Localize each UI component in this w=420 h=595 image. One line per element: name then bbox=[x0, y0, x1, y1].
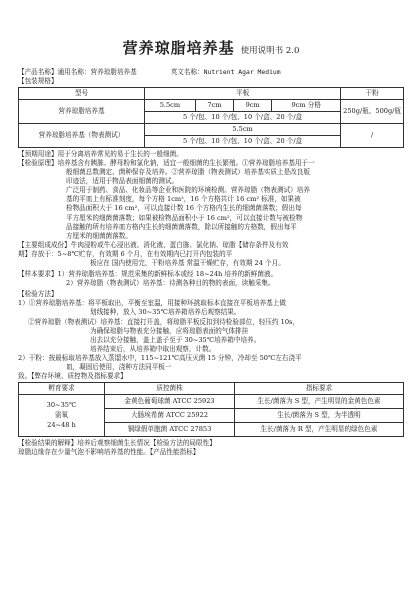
method-line-8: 皿，凝固后使用，浇种方法同平板一 bbox=[66, 363, 172, 372]
principle-line-8: 品接触的所有培养皿方格内生长的细菌菌落数，除以所接触的方格数，假出每平 bbox=[66, 222, 297, 231]
row1-size-1: 5.5cm bbox=[145, 99, 196, 111]
qc-strain-2: 大肠埃希菌 ATCC 25922 bbox=[105, 409, 235, 423]
pack-spec-table bbox=[18, 87, 404, 148]
footer-line-1: 【检验结果的解释】培养后观察细菌生长情况【检验方法的局限性】 bbox=[18, 439, 216, 448]
storage-section bbox=[18, 250, 404, 268]
qc-cond-time: 24~48 h bbox=[47, 420, 76, 429]
product-label: 【产品名称】 bbox=[18, 67, 58, 76]
storage-line-2: 板应在 国内使用完，干粉培养基 常温干燥贮存，有效期 24 个月。 bbox=[90, 259, 285, 267]
qc-result-3: 生长/菌落为 R 型，产生明显的绿色色素 bbox=[235, 423, 404, 437]
row1-name: 营养琼脂培养基 bbox=[19, 99, 145, 123]
method-line-4: 为确保琼脂与物表充分接触，应将琼脂表面的气体排挂 bbox=[90, 326, 249, 335]
principle-section bbox=[18, 159, 404, 241]
method-line-3: ②营养琼脂（物表测试）培养基：直接打开盖，将琼脂平板反扣到待检验部位，轻压约 10s， bbox=[28, 317, 300, 326]
header-dry: 干粉 bbox=[341, 87, 404, 99]
principle-line-7: 平方厘米的细菌菌落数；如果被检物品面积小于 16 cm²，可以直接计数与被检物 bbox=[66, 213, 303, 222]
method-line-2: 划线接种，放入 30~35℃培养箱培养后观察结果。 bbox=[90, 308, 241, 317]
specimen-section bbox=[18, 270, 404, 288]
row2-size-1: 5.5cm bbox=[145, 123, 341, 135]
qc-table bbox=[18, 382, 404, 437]
qc-result-2: 生长/菌落为 S 型，为半透明 bbox=[235, 409, 404, 423]
row1-size-2: 7cm bbox=[195, 99, 233, 111]
composition-label: 【主要组成成份】 bbox=[18, 240, 71, 249]
principle-line-9: 方厘米的细菌菌落数。 bbox=[66, 231, 132, 240]
method-line-1: 1）①营养琼脂培养基：将平板取出，平衡至室温，用接种环挑取标本直接在平板培养基上做 bbox=[18, 299, 286, 308]
english-name: Nutrient Agar Medium bbox=[203, 67, 281, 76]
qc-result-1: 生长/菌落为 S 型，产生明显的金黄色色素 bbox=[235, 395, 404, 409]
common-name-label: 通用名称： bbox=[57, 67, 91, 76]
footer-line-2: 琼脂边缘存在少量气泡不影响培养基的性能。【产品性能指标】 bbox=[18, 448, 200, 457]
specimen-line-2: 2）营养琼脂（物表测试）培养基：待测各种目的物的表面，读触采集。 bbox=[66, 279, 275, 288]
pack-heading: 【包装规格】 bbox=[18, 76, 58, 85]
document-title bbox=[18, 38, 404, 59]
qc-strain-3: 铜绿假单胞菌 ATCC 27853 bbox=[105, 423, 235, 437]
principle-label: 【检验原理】 bbox=[18, 158, 58, 167]
product-name-line bbox=[18, 68, 404, 77]
storage-line-1: 存放于：5~8℃贮存，有效期 6 个月，在有效期内已打开内包装的平 bbox=[31, 249, 233, 258]
footer-section bbox=[18, 439, 404, 457]
principle-line-5: 基的平皿上有标准刻度，每个方格 1cm²，16 个方格共计 16 cm² 标准，如果被 bbox=[66, 195, 301, 204]
usage-text: 用于分离培养常见的易于生长的一般细菌。 bbox=[57, 149, 183, 158]
principle-line-2: 般细菌总数测定、菌种保存及培养。②营养琼脂（物表测试）培养基实质上是改良版 bbox=[66, 168, 310, 177]
method-label: 【检验方法】 bbox=[18, 290, 58, 299]
method-line-9: 致。【弊存环境、质控物及指标要求】 bbox=[18, 372, 127, 381]
principle-line-1: 培养基含有胰胨、酵母粉和氯化钠，适宜一般细菌的生长繁殖。①营养琼脂培养基用于一 bbox=[57, 158, 315, 167]
qc-header-strain: 质控菌株 bbox=[105, 383, 235, 395]
row1-dry: 250g/瓶、500g/瓶 bbox=[341, 99, 404, 123]
principle-line-3: 印迹法，适用于物品表面细菌的测试。 bbox=[66, 177, 179, 186]
method-line-7: 2）干粉：按最标取培养基放入蒸馏水中，115~121℃高压灭菌 15 分钟，冷却至 50℃左右浇平 bbox=[18, 353, 302, 362]
storage-label: 期】 bbox=[18, 249, 32, 258]
composition-line bbox=[18, 241, 404, 250]
title-main: 营养琼脂培养基 bbox=[122, 39, 235, 57]
method-line-6: 培养结束后，从培养箱中取出观察，计数。 bbox=[90, 344, 216, 353]
qc-cond-air: 需氧 bbox=[54, 410, 69, 419]
row1-quantity: 5 个/包、10 个/包、10 个/盒、20 个/盒 bbox=[145, 111, 341, 123]
specimen-label: 【样本要求】 bbox=[18, 270, 58, 279]
row2-dry: / bbox=[341, 123, 404, 147]
header-type: 型号 bbox=[19, 87, 145, 99]
row2-quantity: 5 个/包、10 个/包、10 个/盒、20 个/盒 bbox=[145, 135, 341, 147]
common-name: 营养琼脂培养基 bbox=[90, 67, 137, 76]
english-name-label: 英文名称： bbox=[170, 67, 204, 76]
row1-size-3: 9cm bbox=[234, 99, 272, 111]
composition-text: 牛肉浸粉或牛心浸出液、消化液、蛋白胨、氯化钠、琼脂【储存条件及有效 bbox=[70, 240, 289, 249]
qc-cond-temp: 30~35℃ bbox=[46, 400, 77, 409]
specimen-line-1: 1）营养琼脂培养基：规范采集的新鲜标本或经 18~24h 培养的新鲜菌液。 bbox=[57, 270, 278, 279]
qc-strain-1: 金黄色葡萄球菌 ATCC 25923 bbox=[105, 395, 235, 409]
title-sub: 使用说明书 2.0 bbox=[240, 46, 300, 56]
usage-line bbox=[18, 150, 404, 159]
qc-conditions bbox=[19, 395, 105, 437]
row2-name: 营养琼脂培养基（物表测试） bbox=[19, 123, 145, 147]
qc-header-cond: 孵育要求 bbox=[19, 383, 105, 395]
method-section bbox=[18, 290, 404, 381]
principle-line-4: 广泛用于制药、食品、化妆品等企业和医院的环境检测。营养琼脂（物表测试）培养 bbox=[66, 186, 310, 195]
qc-header-result: 指标要求 bbox=[235, 383, 404, 395]
usage-label: 【预期用途】 bbox=[18, 149, 58, 158]
principle-line-6: 检物品面积大于 16 cm²，可以直接计数 16 个方格内生长的细菌菌落数；假出每 bbox=[66, 204, 302, 213]
header-plate: 平板 bbox=[145, 87, 341, 99]
method-line-5: 出去以充分接触，盖上盖子至于 30~35℃培养箱中培养。 bbox=[90, 335, 261, 344]
row1-size-4: 9cm 分格 bbox=[272, 99, 341, 111]
